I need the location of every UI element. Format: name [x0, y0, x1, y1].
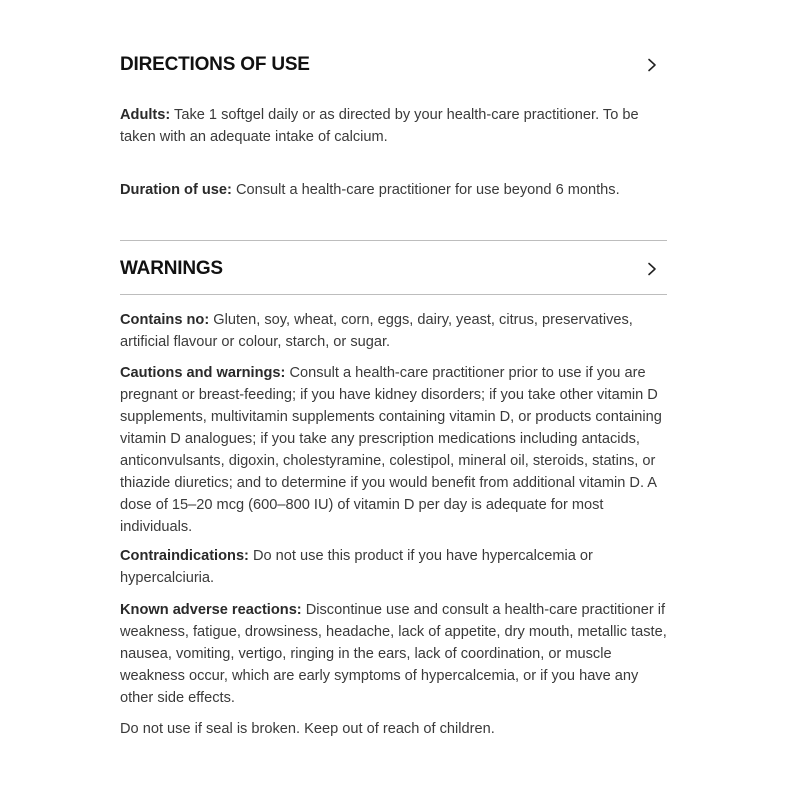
adverse-reactions-label: Known adverse reactions:	[120, 602, 302, 618]
section-divider	[120, 294, 667, 295]
adults-paragraph	[120, 104, 667, 148]
cautions-paragraph	[120, 362, 667, 538]
cautions-text: Consult a health-care practitioner prior to use if you are pregnant or breast-feeding; if you have kidney disorders; if you take other vitamin D supplements, multivitamin supplements containing vitamin D, or products containing vitamin D analogues; if you take any prescription medications including antacids, anticonvulsants, digoxin, cholestyramine, colestipol, mineral oil, steroids, statins, or thiazide diuretics; and to determine if you would benefit from additional vitamin D. A dose of 15–20 mcg (600–800 IU) of vitamin D per day is adequate for most individuals.	[120, 365, 662, 535]
duration-label: Duration of use:	[120, 182, 232, 198]
adults-text: Take 1 softgel daily or as directed by your health-care practitioner. To be taken with an adequate intake of calcium.	[120, 107, 639, 145]
contraindications-label: Contraindications:	[120, 548, 249, 564]
cautions-label: Cautions and warnings:	[120, 365, 286, 381]
duration-paragraph	[120, 179, 667, 201]
seal-warning-paragraph: Do not use if seal is broken. Keep out of reach of children.	[120, 721, 495, 737]
chevron-right-icon[interactable]	[645, 262, 659, 276]
warnings-title: WARNINGS	[120, 258, 223, 279]
duration-text: Consult a health-care practitioner for use beyond 6 months.	[231, 182, 620, 198]
chevron-right-icon[interactable]	[645, 58, 659, 72]
adverse-reactions-text: Discontinue use and consult a health-care practitioner if weakness, fatigue, drowsiness, headache, lack of appetite, dry mouth, metallic taste, nausea, vomiting, vertigo, ringing in the ears, lack of coordination, or muscle weakness occur, which are early symptoms of hypercalcemia, or if you have any other side effects.	[120, 602, 667, 706]
adults-label: Adults:	[120, 107, 171, 123]
contains-no-text: Gluten, soy, wheat, corn, eggs, dairy, yeast, citrus, preservatives, artificial flavour or colour, starch, or sugar.	[120, 312, 633, 350]
adverse-reactions-paragraph	[120, 599, 667, 709]
directions-of-use-header[interactable]	[120, 51, 667, 79]
contraindications-text: Do not use this product if you have hypercalcemia or hypercalciuria.	[120, 548, 593, 586]
directions-of-use-title: DIRECTIONS OF USE	[120, 54, 310, 75]
warnings-header[interactable]	[120, 255, 667, 283]
section-divider	[120, 240, 667, 241]
contains-no-paragraph	[120, 309, 667, 353]
contains-no-label: Contains no:	[120, 312, 210, 328]
contraindications-paragraph	[120, 545, 667, 589]
